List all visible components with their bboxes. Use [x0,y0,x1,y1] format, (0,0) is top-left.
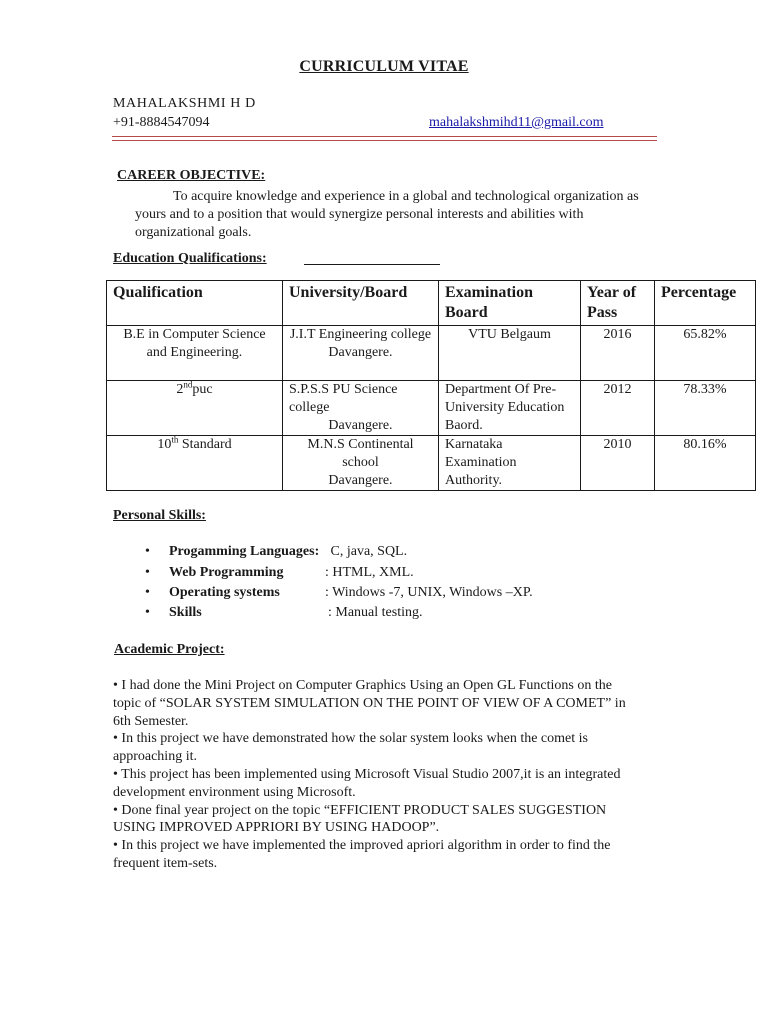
skill-label: Skills [169,605,202,620]
header-divider-bottom [112,140,657,141]
academic-project-heading: Academic Project: [114,642,225,657]
career-objective-text: To acquire knowledge and experience in a global and technological organization as yours and to a position that would synergize personal interests and abilities with organizational goals. [135,189,639,240]
education-heading-underline [304,264,440,265]
year-cell: 2012 [581,381,655,436]
university-cell [283,436,439,491]
university-name: S.P.S.S PU Science college [289,382,398,415]
board-cell: Department Of Pre-University Education Baord. [439,381,581,436]
career-objective-heading: CAREER OBJECTIVE: [117,168,266,183]
table-row [107,436,756,491]
education-heading: Education Qualifications: [113,251,267,266]
skill-label: Progamming Languages: [169,544,320,559]
email-link[interactable]: mahalakshmihd11@gmail.com [429,115,604,130]
skill-label: Web Programming [169,565,284,580]
board-cell: Karnataka Examination Authority. [439,436,581,491]
bullet-icon: • [145,565,150,580]
academic-project-list [113,677,643,873]
list-item: • In this project we have demonstrated how the solar system looks when the comet is approaching it. [113,731,588,765]
university-name: M.N.S Continental school [307,437,414,470]
table-row [107,326,756,381]
list-item: • Done final year project on the topic “EFFICIENT PRODUCT SALES SUGGESTION USING IMPROVED APPRIORI BY USING HADOOP”. [113,802,607,836]
qualification-number: 2 [176,382,184,397]
university-city: Davangere. [328,418,393,433]
bullet-icon: • [145,585,150,600]
percentage-cell: 65.82% [655,326,756,381]
university-name: J.I.T Engineering college [289,327,432,342]
header-divider-top [112,136,657,137]
phone-number: +91-8884547094 [113,115,210,130]
list-item: • In this project we have implemented the improved apriori algorithm in order to find the frequent item-sets. [113,838,611,871]
university-city: Davangere. [328,473,393,488]
university-city: Davangere. [328,345,393,360]
year-cell: 2010 [581,436,655,491]
qualification-text: Standard [178,437,232,452]
column-header: Percentage [655,281,756,326]
education-table [106,280,756,491]
skill-label: Operating systems [169,585,280,600]
percentage-cell: 78.33% [655,381,756,436]
percentage-cell: 80.16% [655,436,756,491]
qualification-cell: B.E in Computer Science and Engineering. [107,326,283,381]
table-row [107,381,756,436]
candidate-name: MAHALAKSHMI H D [113,96,256,111]
skill-value: : Manual testing. [328,605,423,620]
skill-value: : Windows -7, UNIX, Windows –XP. [325,585,533,600]
list-item: • This project has been implemented using Microsoft Visual Studio 2007,it is an integrated development environment using Microsoft. [113,766,621,800]
list-item: • I had done the Mini Project on Computer Graphics Using an Open GL Functions on the topic of “SOLAR SYSTEM SIMULATION ON THE POINT OF VIEW OF A COMET” in 6th Semester. [113,678,626,729]
qualification-number: 10 [157,437,172,452]
qualification-text: puc [192,382,213,397]
skill-value: : HTML, XML. [325,565,414,580]
year-cell: 2016 [581,326,655,381]
qualification-cell [107,436,283,491]
university-cell [283,381,439,436]
qualification-suffix: nd [183,379,193,390]
personal-skills-heading: Personal Skills: [113,508,206,523]
column-header: Year of Pass [581,281,655,326]
table-header-row [107,281,756,326]
board-cell: VTU Belgaum [439,326,581,381]
qualification-suffix: th [171,434,179,445]
university-cell [283,326,439,381]
bullet-icon: • [145,544,150,559]
column-header: Examination Board [439,281,581,326]
skill-value: C, java, SQL. [327,544,408,559]
column-header: University/Board [283,281,439,326]
document-title: CURRICULUM VITAE [299,58,469,75]
bullet-icon: • [145,605,150,620]
qualification-cell [107,381,283,436]
column-header: Qualification [107,281,283,326]
